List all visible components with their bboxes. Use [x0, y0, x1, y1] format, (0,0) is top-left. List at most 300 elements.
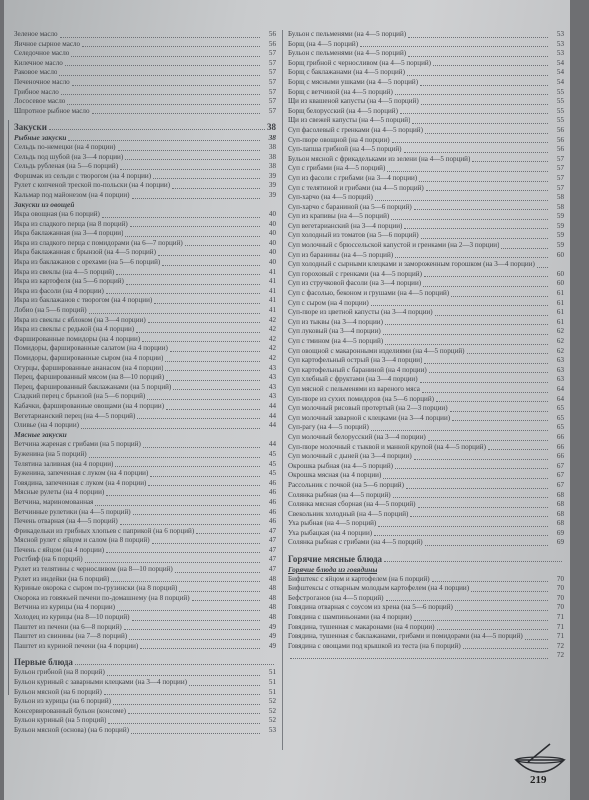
toc-entry-page: 42 — [268, 334, 276, 343]
toc-entry-title: Икра из свеклы с редькой (на 4 порции) — [14, 325, 135, 334]
toc-entry-title: Раковое масло — [14, 68, 58, 77]
toc-entry — [288, 404, 564, 414]
dot-leader — [414, 209, 548, 210]
toc-entry-page: 68 — [556, 509, 564, 518]
toc-entry-title: Грибное масло — [14, 87, 59, 96]
toc-entry — [288, 88, 564, 98]
toc-entry-page: 40 — [268, 238, 276, 247]
toc-entry-page: 57 — [556, 173, 564, 182]
dot-leader — [89, 457, 260, 458]
dot-leader — [488, 449, 548, 450]
toc-entry-page: 59 — [556, 241, 564, 250]
toc-entry-page: 56 — [556, 125, 564, 134]
dot-leader — [360, 46, 548, 47]
toc-entry — [14, 726, 276, 736]
dot-leader — [175, 572, 260, 573]
toc-entry-page: 46 — [268, 478, 276, 487]
toc-entry-page: 55 — [556, 106, 564, 115]
toc-entry-title: Суп с сыром (на 4 порции) — [288, 298, 369, 307]
toc-entry — [288, 433, 564, 443]
toc-entry-page: 62 — [556, 337, 564, 345]
toc-entry-title: Рулет из индейки (на 6 порций) — [14, 574, 110, 583]
toc-entry — [288, 366, 564, 376]
dot-leader — [67, 104, 260, 105]
toc-entry-title: Мясные рулеты (на 4 порции) — [14, 488, 105, 497]
toc-entry-page: 57 — [268, 87, 276, 96]
toc-entry-page: 63 — [556, 375, 564, 384]
dot-leader — [452, 420, 548, 421]
dot-leader — [404, 152, 549, 153]
toc-entry-page: 69 — [556, 528, 564, 537]
toc-left-column — [14, 30, 276, 736]
toc-entry-page: 57 — [556, 164, 564, 173]
toc-entry-page: 44 — [268, 440, 276, 449]
toc-entry — [14, 613, 276, 623]
toc-entry-title: Суп хлебный с фруктами (на 3—4 порции) — [288, 375, 418, 384]
toc-entry-title: Суп холодный из томатов (на 5—6 порций) — [288, 231, 419, 240]
toc-entry-page: 48 — [268, 593, 276, 602]
toc-entry-title: Печень отварная (на 4—5 порций) — [14, 517, 118, 526]
toc-entry-title: Говядина с шампиньонами (на 4 порции) — [288, 613, 412, 622]
toc-entry-title: Рулет из телятины с черносливом (на 8—10 порций) — [14, 565, 173, 574]
toc-entry — [288, 107, 564, 117]
toc-entry-page: 43 — [268, 382, 276, 391]
toc-entry — [288, 270, 564, 280]
toc-entry — [288, 623, 564, 633]
toc-entry — [288, 452, 564, 462]
toc-entry — [14, 508, 276, 518]
toc-entry-page: 72 — [556, 641, 564, 650]
dot-leader — [463, 648, 548, 649]
toc-entry-title: Помидоры, фаршированные салатом (на 4 порции) — [14, 344, 168, 353]
toc-entry — [288, 174, 564, 184]
dot-leader — [133, 514, 260, 515]
toc-entry-page: 41 — [268, 277, 276, 286]
toc-entry-page: 54 — [556, 68, 564, 77]
dot-leader — [387, 171, 548, 172]
toc-entry-title: Рулет с копченой треской по-польски (на 4 порции) — [14, 181, 171, 190]
toc-entry-page: 46 — [268, 497, 276, 506]
toc-entry-page: 41 — [268, 286, 276, 295]
toc-entry — [14, 412, 276, 422]
toc-entry-title: Горячие блюда из говядины — [288, 564, 378, 574]
toc-entry — [14, 373, 276, 383]
dot-leader — [116, 274, 260, 275]
dot-leader — [147, 399, 260, 400]
toc-entry-page: 57 — [556, 183, 564, 192]
toc-entry-page: 39 — [268, 190, 276, 199]
toc-entry — [288, 443, 564, 453]
toc-entry-title: Говядина, тушенная с макаронами (на 4 порции) — [288, 622, 435, 631]
toc-entry-title: Борщ с ветчиной (на 4—5 порций) — [288, 87, 393, 96]
toc-entry-title: Форшмак из сельди с творогом (на 4 порции) — [14, 171, 152, 180]
dot-leader — [140, 648, 260, 649]
dot-leader — [148, 322, 260, 323]
dot-leader — [162, 265, 260, 266]
dot-leader — [49, 121, 265, 130]
toc-entry — [14, 498, 276, 508]
toc-entry-title: Икра из сладкого перца с помидорами (на 6—7 порций) — [14, 238, 183, 247]
column-divider — [282, 30, 283, 750]
toc-entry — [14, 364, 276, 374]
toc-subsection-heading — [288, 565, 564, 575]
dot-leader — [432, 581, 548, 582]
dot-leader — [414, 459, 548, 460]
toc-entry-page: 49 — [268, 622, 276, 631]
dot-leader — [137, 418, 260, 419]
dot-leader — [132, 620, 260, 621]
dot-leader — [89, 313, 260, 314]
toc-entry-page: 40 — [268, 229, 276, 238]
toc-entry-page: 38 — [268, 142, 276, 151]
dot-leader — [410, 516, 548, 517]
toc-entry-page: 68 — [556, 490, 564, 499]
dot-leader — [102, 217, 260, 218]
toc-entry — [14, 287, 276, 297]
toc-entry-title: Суп-лапша грибной (на 4—5 порций) — [288, 145, 402, 154]
toc-entry-title: Суп овощной с макаронными изделиями (на 4—5 порций) — [288, 346, 465, 355]
toc-entry-title: Окорока из говяжьей печени по-домашнему (на 8 порций) — [14, 593, 190, 602]
toc-entry-page: 47 — [268, 565, 276, 574]
toc-entry — [14, 248, 276, 258]
toc-entry-page: 70 — [556, 584, 564, 593]
dot-leader — [189, 685, 260, 686]
toc-entry-page: 64 — [556, 394, 564, 403]
toc-entry — [14, 421, 276, 431]
toc-entry-title: Мясной рулет с яйцом и салом (на 8 порций) — [14, 536, 150, 545]
toc-entry-title: Бульон куриный (на 5 порций) — [14, 716, 107, 725]
dot-leader — [113, 704, 260, 705]
toc-entry-title: Бульон из курицы (на 6 порций) — [14, 697, 112, 706]
toc-entry-title: Суп-харчо с бараниной (на 5—6 порций) — [288, 202, 412, 211]
dot-leader — [154, 303, 260, 304]
toc-entry — [288, 145, 564, 155]
toc-entry — [14, 584, 276, 594]
toc-entry — [288, 78, 564, 88]
dot-leader — [126, 284, 260, 285]
toc-entry — [14, 546, 276, 556]
dot-leader — [392, 142, 548, 143]
toc-entry — [14, 707, 276, 717]
dot-leader — [172, 188, 260, 189]
toc-entry — [14, 623, 276, 633]
toc-entry — [14, 354, 276, 364]
toc-entry-page: 42 — [268, 315, 276, 324]
toc-entry-title: Паштет из свинины (на 7—8 порций) — [14, 632, 128, 641]
dot-leader — [471, 591, 548, 592]
toc-entry-page: 44 — [268, 401, 276, 410]
toc-entry-title: Уха рыбная (на 4—5 порций) — [288, 519, 377, 528]
toc-entry — [288, 491, 564, 501]
toc-entry-title: Бефстроганов (на 4—5 порций) — [288, 593, 384, 602]
dot-leader — [117, 610, 260, 611]
toc-entry — [14, 469, 276, 479]
toc-entry-page: 53 — [268, 725, 276, 734]
dot-leader — [451, 296, 548, 297]
dot-leader — [395, 257, 548, 258]
toc-entry-page: 66 — [556, 452, 564, 461]
dot-leader — [424, 276, 548, 277]
toc-entry-title: Суп молочный рисовый протертый (на 2—3 порции) — [288, 404, 448, 413]
dot-leader — [428, 440, 548, 441]
toc-entry-page: 39 — [268, 181, 276, 190]
toc-entry-title: Икра из фасоли (на 4 порции) — [14, 286, 104, 295]
toc-entry-title: Печеночное масло — [14, 77, 70, 86]
dot-leader — [130, 226, 260, 227]
dot-leader — [81, 428, 260, 429]
toc-section-heading — [14, 121, 276, 133]
toc-entry-title: Суп из тыквы (на 3—4 порции) — [288, 317, 383, 326]
dot-leader — [132, 198, 261, 199]
toc-entry — [288, 584, 564, 594]
toc-entry — [288, 40, 564, 50]
toc-entry-page: 46 — [268, 517, 276, 526]
toc-entry-title: Суп молочный с дыней (на 3—4 порции) — [288, 452, 412, 461]
toc-entry — [288, 375, 564, 385]
toc-entry-title: Суп-пюре молочный с тыквой и манной крупой (на 4—5 порций) — [288, 442, 486, 451]
toc-entry — [288, 30, 564, 40]
toc-entry-title: Перец, фаршированный баклажанами (на 5 порций) — [14, 382, 172, 391]
dot-leader — [85, 562, 260, 563]
toc-entry — [288, 251, 564, 261]
dot-leader — [383, 334, 548, 335]
toc-entry-page: 71 — [556, 632, 564, 641]
toc-entry — [288, 241, 564, 251]
toc-entry-title: Сельдь под шубой (на 3—4 порции) — [14, 152, 124, 161]
toc-entry-title: Суп гороховый с гренками (на 4—5 порций) — [288, 269, 422, 278]
dot-leader — [153, 178, 260, 179]
toc-entry — [288, 651, 564, 661]
toc-entry-page: 45 — [268, 459, 276, 468]
dot-leader — [129, 639, 260, 640]
toc-entry-page: 70 — [556, 603, 564, 612]
toc-entry-page: 41 — [268, 296, 276, 305]
dot-leader — [61, 94, 260, 95]
dot-leader — [128, 713, 260, 714]
dot-leader — [165, 370, 260, 371]
toc-entry-page: 56 — [268, 30, 276, 38]
toc-entry — [14, 88, 276, 98]
dot-leader — [371, 305, 548, 306]
toc-entry-page: 46 — [268, 507, 276, 516]
dot-leader — [472, 161, 548, 162]
toc-entry-page: 70 — [556, 574, 564, 583]
toc-entry — [14, 316, 276, 326]
toc-entry-page: 47 — [268, 526, 276, 535]
toc-entry-page: 57 — [268, 106, 276, 115]
toc-entry-title: Икра из свеклы (на 4—5 порций) — [14, 267, 115, 276]
toc-entry-page: 41 — [268, 306, 276, 315]
toc-entry — [288, 500, 564, 510]
toc-entry-title: Икра из картофеля (на 5—6 порций) — [14, 277, 124, 286]
dot-leader — [170, 351, 260, 352]
toc-entry — [288, 155, 564, 165]
toc-entry — [14, 440, 276, 450]
toc-entry — [288, 395, 564, 405]
toc-entry-title: Уха рыбацкая (на 4 порции) — [288, 528, 373, 537]
toc-entry — [288, 184, 564, 194]
toc-entry-title: Бульон куриный с заварными клецками (на 3—4 порции) — [14, 678, 187, 686]
book-page — [4, 0, 570, 800]
toc-entry-title: Сельдь рубленая (на 5—6 порций) — [14, 162, 119, 171]
dot-leader — [150, 476, 260, 477]
toc-subsection-heading — [14, 431, 276, 441]
toc-entry — [288, 462, 564, 472]
dot-leader — [185, 245, 260, 246]
toc-entry-page: 48 — [268, 603, 276, 612]
toc-entry-title: Суп молочный заварной с клецками (на 3—4 порции) — [288, 413, 451, 422]
toc-entry-title: Шпротное рыбное масло — [14, 106, 90, 115]
toc-entry-title: Кальмар под майонезом (на 4 порции) — [14, 190, 130, 199]
toc-entry-page: 49 — [268, 632, 276, 641]
toc-entry-page: 61 — [556, 289, 564, 298]
dot-leader — [501, 248, 548, 249]
dot-leader — [179, 591, 260, 592]
toc-entry-page: 53 — [556, 30, 564, 38]
dot-leader — [467, 353, 548, 354]
toc-entry-title: Огурцы, фаршированные ананасом (на 4 порции) — [14, 363, 164, 372]
toc-entry-title: Буженина, запеченная с луком (на 4 порции) — [14, 469, 149, 478]
toc-entry-page: 60 — [556, 279, 564, 288]
toc-entry-title: Суп из стручковой фасоли (на 3—4 порции) — [288, 279, 422, 288]
toc-entry — [288, 519, 564, 529]
toc-entry-title: Солянка мясная сборная (на 4—5 порций) — [288, 500, 416, 509]
dot-leader — [455, 610, 548, 611]
dot-leader — [435, 315, 548, 316]
toc-entry-title: Холодец из курицы (на 8—10 порций) — [14, 613, 130, 622]
toc-entry-page: 40 — [268, 210, 276, 219]
toc-entry — [288, 59, 564, 69]
toc-entry-title: Борщ грибной с черносливом (на 4—5 порций) — [288, 58, 432, 67]
toc-entry — [14, 555, 276, 565]
toc-entry-title: Икра из баклажанов с орехами (на 5—6 порций) — [14, 258, 161, 267]
dot-leader — [82, 46, 260, 47]
toc-entry-title: Борщ (на 4—5 порций) — [288, 39, 359, 48]
toc-entry-page: 59 — [556, 231, 564, 240]
toc-entry-title: Бульон мясной (на 6 порций) — [14, 687, 102, 696]
toc-entry-page: 61 — [556, 298, 564, 307]
toc-entry-page: 63 — [556, 365, 564, 374]
toc-entry — [288, 575, 564, 585]
toc-entry-page: 61 — [556, 308, 564, 317]
toc-entry-title: Суп с грибами (на 4—5 порций) — [288, 164, 386, 173]
dot-leader — [395, 468, 548, 469]
toc-entry — [288, 603, 564, 613]
dot-leader — [120, 169, 260, 170]
toc-entry-title: Печень с яйцом (на 4 порции) — [14, 545, 105, 554]
toc-entry-page: 53 — [556, 49, 564, 58]
toc-entry-title: Фрикадельки из грибных хлопьев с паприкой (на 6 порций) — [14, 526, 195, 535]
toc-entry — [14, 162, 276, 172]
toc-entry-title: Суп молочный белорусский (на 3—4 порции) — [288, 432, 426, 441]
toc-entry-page: 71 — [556, 613, 564, 622]
toc-entry-page: 38 — [268, 162, 276, 171]
toc-entry — [14, 716, 276, 726]
dot-leader — [95, 505, 260, 506]
toc-entry-page: 65 — [556, 413, 564, 422]
toc-entry — [14, 325, 276, 335]
dot-leader — [408, 37, 548, 38]
toc-entry-title: Килечное масло — [14, 58, 63, 67]
toc-entry — [288, 222, 564, 232]
toc-entry-page: 69 — [556, 538, 564, 547]
toc-entry — [14, 536, 276, 546]
toc-entry-page: 63 — [556, 356, 564, 365]
toc-entry-title: Суп картофельный с бараниной (на 4 порции) — [288, 365, 427, 374]
toc-entry-title: Ветчина, мариномованная — [14, 497, 94, 506]
toc-entry — [14, 383, 276, 393]
dot-leader — [400, 113, 548, 114]
toc-entry-page: 46 — [268, 488, 276, 497]
toc-entry-page: 66 — [556, 432, 564, 441]
toc-entry-page: 61 — [556, 317, 564, 326]
toc-entry-page: 67 — [556, 461, 564, 470]
toc-subsection-heading — [14, 133, 276, 143]
toc-entry-title: Суп мясной с пельменями из вареного мяса — [288, 384, 420, 393]
toc-entry-page: 68 — [556, 500, 564, 509]
toc-entry — [14, 603, 276, 613]
toc-entry-title: Мясные закуски — [14, 430, 67, 440]
dot-leader — [72, 85, 260, 86]
dot-leader — [408, 56, 548, 57]
toc-entry — [288, 510, 564, 520]
toc-entry-page: 54 — [556, 77, 564, 86]
toc-entry-title: Щи из квашеной капусты (на 4—5 порций) — [288, 97, 419, 106]
toc-entry — [288, 289, 564, 299]
toc-entry-page: 38 — [268, 152, 276, 161]
toc-entry — [288, 97, 564, 107]
toc-entry-title: Вегетарианский перец (на 4—5 порций) — [14, 411, 136, 420]
dot-leader — [391, 219, 548, 220]
dot-leader — [383, 478, 548, 479]
toc-entry-page: 57 — [268, 49, 276, 58]
dot-leader — [152, 543, 260, 544]
toc-entry-title: Суп-пюре из сухих помидоров (на 5—6 порций) — [288, 394, 435, 403]
dot-leader — [158, 255, 260, 256]
dot-leader — [192, 600, 260, 601]
toc-entry-page: 71 — [556, 622, 564, 631]
toc-entry-title: Бульон грибной (на 8 порций) — [14, 668, 105, 677]
toc-entry-title: Консервированный бульон (консоме) — [14, 706, 127, 715]
toc-entry-page: 47 — [268, 536, 276, 545]
dot-leader — [420, 85, 548, 86]
toc-entry-title: Бульон с пельменями (на 4—5 порций) — [288, 49, 407, 58]
toc-entry — [288, 49, 564, 59]
toc-entry-page: 70 — [556, 593, 564, 602]
toc-entry-title: Икра из баклажанов с творогом (на 4 порции) — [14, 296, 153, 305]
toc-entry-page: 49 — [268, 641, 276, 650]
dot-leader — [124, 629, 260, 630]
toc-entry — [14, 642, 276, 652]
toc-entry — [14, 258, 276, 268]
toc-entry-page: 60 — [556, 250, 564, 259]
toc-entry-page: 57 — [268, 68, 276, 77]
dot-leader — [433, 65, 548, 66]
dot-leader — [125, 236, 260, 237]
toc-entry-title: Говядина, тушенная с баклажанами, грибами и помидорами (на 4—5 порций) — [288, 632, 523, 641]
dot-leader — [92, 113, 260, 114]
dot-leader — [131, 733, 260, 734]
toc-entry — [14, 527, 276, 537]
toc-entry — [14, 575, 276, 585]
toc-entry-page: 40 — [268, 219, 276, 228]
toc-entry-title: Суп-рагу (на 4—5 порций) — [288, 423, 369, 432]
toc-entry — [14, 335, 276, 345]
toc-section-heading — [288, 553, 564, 565]
toc-entry-title: Кабачки, фаршированные овощами (на 4 порции) — [14, 401, 165, 410]
toc-entry — [288, 164, 564, 174]
toc-entry — [14, 460, 276, 470]
